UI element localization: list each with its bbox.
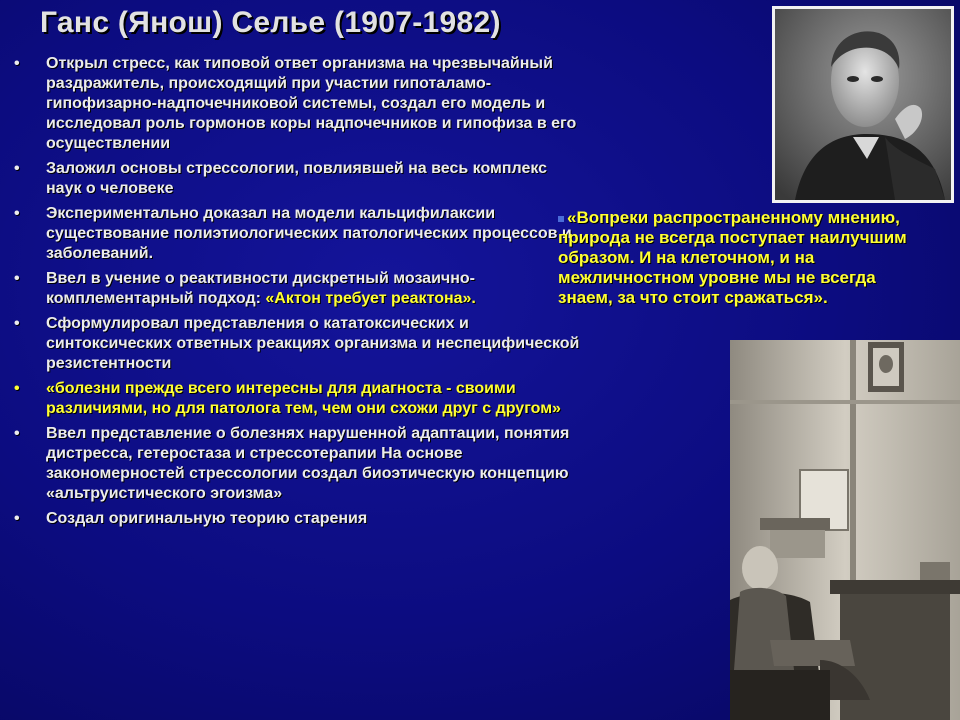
bullet-icon: • <box>14 425 20 442</box>
quote-block <box>558 208 918 308</box>
portrait-image <box>775 9 951 200</box>
list-item <box>8 204 583 264</box>
bullet-icon: • <box>14 55 20 72</box>
bullet-icon: • <box>14 510 20 527</box>
bullet-icon: • <box>14 270 20 287</box>
list-item <box>8 269 583 309</box>
list-item <box>8 509 583 529</box>
square-bullet-icon <box>558 216 564 222</box>
list-item-text: Открыл стресс, как типовой ответ организма на чрезвычайный раздражитель, происходящий при участии гипоталамо-гипофизарно-надпочечниковой системы, создал его модель и исследовал роль гормонов коры надпочечников и гипофиза в его осуществлении <box>46 55 577 152</box>
list-item <box>8 314 583 374</box>
office-image <box>730 340 960 720</box>
list-item <box>8 159 583 199</box>
list-item-text: Экспериментально доказал на модели кальцифилаксии существование полиэтиологических патологических процессов и заболеваний. <box>46 205 572 262</box>
list-item-text: Ввел в учение о реактивности дискретный мозаично-комплементарный подход: <box>46 270 475 307</box>
bullet-icon: • <box>14 315 20 332</box>
bullet-icon: • <box>14 160 20 177</box>
list-item-text: Сформулировал представления о кататоксических и синтоксических ответных реакциях организма и неспецифической резистентности <box>46 315 580 372</box>
office-photo <box>730 340 960 720</box>
list-item-text: Ввел представление о болезнях нарушенной адаптации, понятия дистресса, гетеростаза и стрессотерапии На основе закономерностей стрессологии создал биоэтическую концепцию «альтруистического эгоизма» <box>46 425 570 502</box>
bullet-icon: • <box>14 380 20 397</box>
list-item-quote <box>8 379 583 419</box>
slide-title: Ганс (Янош) Селье (1907-1982) <box>40 6 501 39</box>
list-item-text: Заложил основы стрессологии, повлиявшей на весь комплекс наук о человеке <box>46 160 548 197</box>
list-item-text: Создал оригинальную теорию старения <box>46 510 368 527</box>
bullet-list <box>8 54 583 534</box>
quote-text: «Вопреки распространенному мнению, природа не всегда поступает наилучшим образом. И на клеточном, и на межличностном уровне мы не всегда знаем, за что стоит сражаться». <box>558 208 907 307</box>
list-item <box>8 54 583 154</box>
list-item-highlight: «Актон требует реактона». <box>265 290 476 307</box>
list-item-text: «болезни прежде всего интересны для диагноста - своими различиями, но для патолога тем, чем они схожи друг с другом» <box>46 380 561 417</box>
portrait-photo <box>772 6 954 203</box>
list-item <box>8 424 583 504</box>
bullet-icon: • <box>14 205 20 222</box>
